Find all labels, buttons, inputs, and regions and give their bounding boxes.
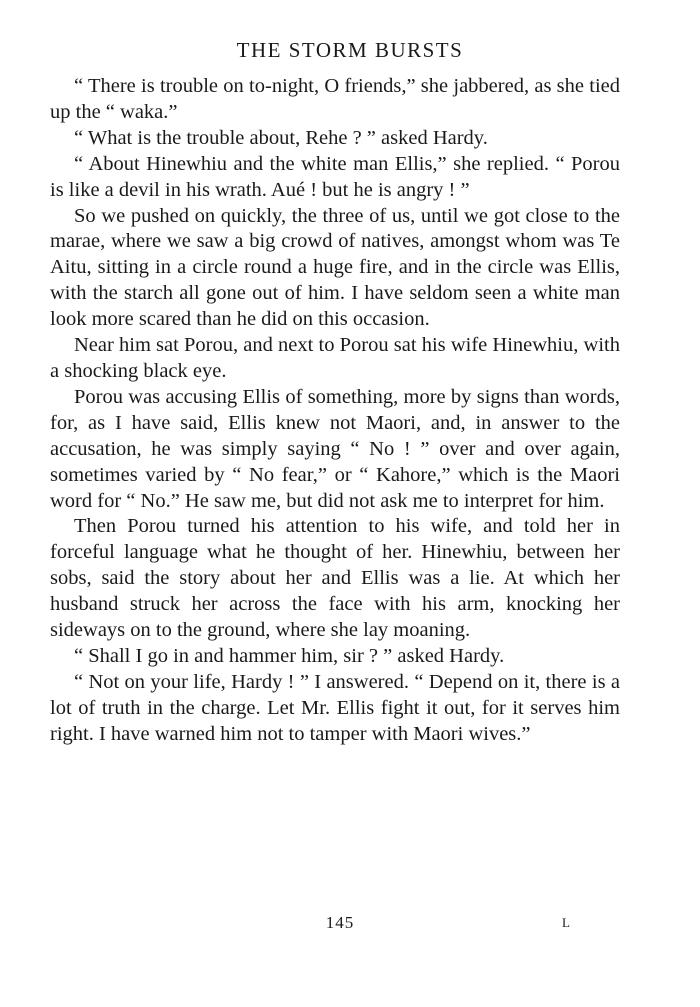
signature-mark: L bbox=[562, 915, 571, 930]
paragraph: Porou was accusing Ellis of something, more by signs than words, for, as I have said, Ellis knew not Maori, and, in answer to the accusation, he was simply saying “ No ! ” over and over again, sometimes varied by “ No fear,” or “ Kahore,” which is the Maori word for “ No.” He saw me, but did not ask me to interpret for him. bbox=[50, 385, 620, 512]
page-number: 145 bbox=[325, 913, 355, 932]
body-text bbox=[50, 74, 620, 748]
paragraph: “ About Hinewhiu and the white man Ellis,” she replied. “ Porou is like a devil in his wrath. Aué ! but he is angry ! ” bbox=[50, 152, 620, 201]
paragraph: “ What is the trouble about, Rehe ? ” asked Hardy. bbox=[74, 126, 488, 149]
running-header: THE STORM BURSTS bbox=[236, 38, 464, 62]
paragraph: “ Shall I go in and hammer him, sir ? ” asked Hardy. bbox=[74, 644, 505, 667]
paragraph: So we pushed on quickly, the three of us, until we got close to the marae, where we saw a big crowd of natives, amongst whom was Te Aitu, sitting in a circle round a huge fire, and in the circle was Ellis, with the starch all gone out of him. I have seldom seen a white man look more scared than he did on this occasion. bbox=[50, 204, 620, 331]
paragraph: Near him sat Porou, and next to Porou sat his wife Hinewhiu, with a shocking black eye. bbox=[50, 334, 620, 382]
paragraph: “ There is trouble on to-night, O friends,” she jabbered, as she tied up the “ waka.” bbox=[50, 75, 620, 123]
paragraph: Then Porou turned his attention to his wife, and told her in forceful language what he thought of her. Hinewhiu, between her sobs, said the story about her and Ellis was a lie. At which her husband struck her across the face with his arm, knocking her sideways on to the ground, where she lay moaning. bbox=[50, 515, 620, 642]
paragraph: “ Not on your life, Hardy ! ” I answered. “ Depend on it, there is a lot of truth in the charge. Let Mr. Ellis fight it out, for it serves him right. I have warned him not to tamper with Maori wives.” bbox=[50, 670, 620, 745]
